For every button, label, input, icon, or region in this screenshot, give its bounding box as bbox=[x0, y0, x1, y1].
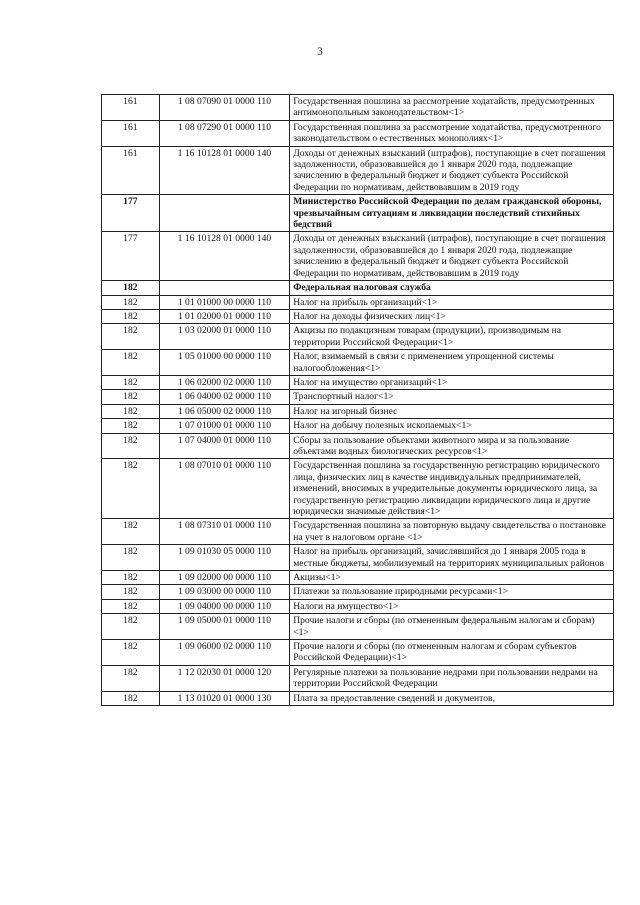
admin-code-cell: 182 bbox=[102, 585, 160, 599]
budget-code-cell bbox=[159, 281, 290, 295]
table-row bbox=[102, 571, 614, 585]
table-body bbox=[102, 95, 614, 706]
revenue-name-cell: Доходы от денежных взысканий (штрафов), поступающие в счет погашения задолженности, образовавшейся до 1 января 2020 года, подлежащие зачислению в федеральный бюджет и бюджет субъекта Российской Федерации по нормативам, действовавшим в 2019 году bbox=[290, 232, 614, 281]
admin-code-cell: 182 bbox=[102, 350, 160, 376]
admin-code-cell: 182 bbox=[102, 571, 160, 585]
revenue-name-cell: Министерство Российской Федерации по делам гражданской обороны, чрезвычайным ситуациям и ликвидации последствий стихийных бедствий bbox=[290, 195, 614, 232]
table-row bbox=[102, 390, 614, 404]
table-row bbox=[102, 545, 614, 571]
admin-code-cell: 182 bbox=[102, 614, 160, 640]
table-row bbox=[102, 404, 614, 418]
revenue-name-cell: Акцизы<1> bbox=[290, 571, 614, 585]
revenue-name-cell: Регулярные платежи за пользование недрами при пользовании недрами на территории Российской Федерации bbox=[290, 665, 614, 691]
revenue-name-cell: Прочие налоги и сборы (по отмененным налогам и сборам субъектов Российской Федерации)<1> bbox=[290, 640, 614, 666]
budget-code-cell: 1 08 07290 01 0000 110 bbox=[159, 120, 290, 146]
revenue-codes-table bbox=[101, 94, 614, 706]
table-row bbox=[102, 519, 614, 545]
revenue-name-cell: Налог на имущество организаций<1> bbox=[290, 375, 614, 389]
budget-code-cell: 1 03 02000 01 0000 110 bbox=[159, 324, 290, 350]
budget-code-cell: 1 08 07090 01 0000 110 bbox=[159, 95, 290, 121]
table-row bbox=[102, 665, 614, 691]
table-row bbox=[102, 195, 614, 232]
admin-code-cell: 161 bbox=[102, 120, 160, 146]
revenue-name-cell: Налоги на имущество<1> bbox=[290, 599, 614, 613]
admin-code-cell: 182 bbox=[102, 665, 160, 691]
table-row bbox=[102, 232, 614, 281]
revenue-name-cell: Доходы от денежных взысканий (штрафов), поступающие в счет погашения задолженности, образовавшейся до 1 января 2020 года, подлежащие зачислению в федеральный бюджет и бюджет субъекта Российской Федерации по нормативам, действовавшим в 2019 году bbox=[290, 146, 614, 195]
table-row bbox=[102, 350, 614, 376]
revenue-name-cell: Налог на игорный бизнес bbox=[290, 404, 614, 418]
table-row bbox=[102, 419, 614, 433]
revenue-name-cell: Государственная пошлина за рассмотрение ходатайства, предусмотренного законодательством о естественных монополиях<1> bbox=[290, 120, 614, 146]
admin-code-cell: 182 bbox=[102, 309, 160, 323]
table-row bbox=[102, 95, 614, 121]
budget-code-cell: 1 01 01000 00 0000 110 bbox=[159, 295, 290, 309]
admin-code-cell: 182 bbox=[102, 691, 160, 705]
table-row bbox=[102, 691, 614, 705]
budget-code-cell: 1 16 10128 01 0000 140 bbox=[159, 232, 290, 281]
admin-code-cell: 182 bbox=[102, 324, 160, 350]
admin-code-cell: 182 bbox=[102, 390, 160, 404]
budget-code-cell: 1 16 10128 01 0000 140 bbox=[159, 146, 290, 195]
admin-code-cell: 182 bbox=[102, 519, 160, 545]
revenue-name-cell: Платежи за пользование природными ресурсами<1> bbox=[290, 585, 614, 599]
revenue-name-cell: Акцизы по подакцизным товарам (продукции), производимым на территории Российской Федерации<1> bbox=[290, 324, 614, 350]
admin-code-cell: 161 bbox=[102, 146, 160, 195]
admin-code-cell: 177 bbox=[102, 195, 160, 232]
revenue-name-cell: Государственная пошлина за государственную регистрацию юридического лица, физических лиц в качестве индивидуальных предпринимателей, изменений, вносимых в учредительные документы юридического лица, за государственную регистрацию ликвидации юридического лица и другие юридически значимые действия<1> bbox=[290, 459, 614, 519]
budget-code-cell: 1 09 01030 05 0000 110 bbox=[159, 545, 290, 571]
table-row bbox=[102, 309, 614, 323]
budget-code-cell: 1 08 07310 01 0000 110 bbox=[159, 519, 290, 545]
budget-code-cell: 1 07 04000 01 0000 110 bbox=[159, 433, 290, 459]
revenue-name-cell: Государственная пошлина за рассмотрение ходатайств, предусмотренных антимонопольным законодательством<1> bbox=[290, 95, 614, 121]
budget-code-cell: 1 09 06000 02 0000 110 bbox=[159, 640, 290, 666]
admin-code-cell: 177 bbox=[102, 232, 160, 281]
page-number: 3 bbox=[317, 46, 323, 58]
budget-code-cell: 1 13 01020 01 0000 130 bbox=[159, 691, 290, 705]
budget-code-cell: 1 06 04000 02 0000 110 bbox=[159, 390, 290, 404]
admin-code-cell: 182 bbox=[102, 433, 160, 459]
budget-code-cell: 1 09 02000 00 0000 110 bbox=[159, 571, 290, 585]
budget-code-cell: 1 08 07010 01 0000 110 bbox=[159, 459, 290, 519]
revenue-name-cell: Федеральная налоговая служба bbox=[290, 281, 614, 295]
table-row bbox=[102, 120, 614, 146]
table-row bbox=[102, 295, 614, 309]
revenue-name-cell: Государственная пошлина за повторную выдачу свидетельства о постановке на учет в налоговом органе <1> bbox=[290, 519, 614, 545]
budget-code-cell: 1 05 01000 00 0000 110 bbox=[159, 350, 290, 376]
budget-code-cell: 1 09 04000 00 0000 110 bbox=[159, 599, 290, 613]
table-row bbox=[102, 433, 614, 459]
budget-code-cell: 1 06 02000 02 0000 110 bbox=[159, 375, 290, 389]
admin-code-cell: 182 bbox=[102, 599, 160, 613]
revenue-name-cell: Налог на добычу полезных ископаемых<1> bbox=[290, 419, 614, 433]
budget-code-cell: 1 01 02000 01 0000 110 bbox=[159, 309, 290, 323]
table-row bbox=[102, 640, 614, 666]
admin-code-cell: 182 bbox=[102, 281, 160, 295]
table-row bbox=[102, 146, 614, 195]
revenue-name-cell: Налог на доходы физических лиц<1> bbox=[290, 309, 614, 323]
budget-code-cell: 1 06 05000 02 0000 110 bbox=[159, 404, 290, 418]
table-row bbox=[102, 281, 614, 295]
admin-code-cell: 182 bbox=[102, 419, 160, 433]
budget-code-cell bbox=[159, 195, 290, 232]
admin-code-cell: 182 bbox=[102, 375, 160, 389]
table-row bbox=[102, 614, 614, 640]
table-row bbox=[102, 459, 614, 519]
table-row bbox=[102, 585, 614, 599]
budget-code-cell: 1 07 01000 01 0000 110 bbox=[159, 419, 290, 433]
admin-code-cell: 182 bbox=[102, 459, 160, 519]
revenue-name-cell: Плата за предоставление сведений и документов, bbox=[290, 691, 614, 705]
table-row bbox=[102, 375, 614, 389]
revenue-name-cell: Налог, взимаемый в связи с применением упрощенной системы налогообложения<1> bbox=[290, 350, 614, 376]
budget-code-cell: 1 12 02030 01 0000 120 bbox=[159, 665, 290, 691]
table-row bbox=[102, 599, 614, 613]
revenue-name-cell: Сборы за пользование объектами животного мира и за пользование объектами водных биологических ресурсов<1> bbox=[290, 433, 614, 459]
revenue-name-cell: Транспортный налог<1> bbox=[290, 390, 614, 404]
admin-code-cell: 182 bbox=[102, 640, 160, 666]
budget-code-cell: 1 09 03000 00 0000 110 bbox=[159, 585, 290, 599]
admin-code-cell: 182 bbox=[102, 295, 160, 309]
revenue-name-cell: Налог на прибыль организаций<1> bbox=[290, 295, 614, 309]
admin-code-cell: 182 bbox=[102, 404, 160, 418]
budget-code-cell: 1 09 05000 01 0000 110 bbox=[159, 614, 290, 640]
revenue-name-cell: Прочие налоги и сборы (по отмененным федеральным налогам и сборам)<1> bbox=[290, 614, 614, 640]
revenue-name-cell: Налог на прибыль организаций, зачислявшийся до 1 января 2005 года в местные бюджеты, мобилизуемый на территориях муниципальных районов bbox=[290, 545, 614, 571]
admin-code-cell: 161 bbox=[102, 95, 160, 121]
table-row bbox=[102, 324, 614, 350]
admin-code-cell: 182 bbox=[102, 545, 160, 571]
